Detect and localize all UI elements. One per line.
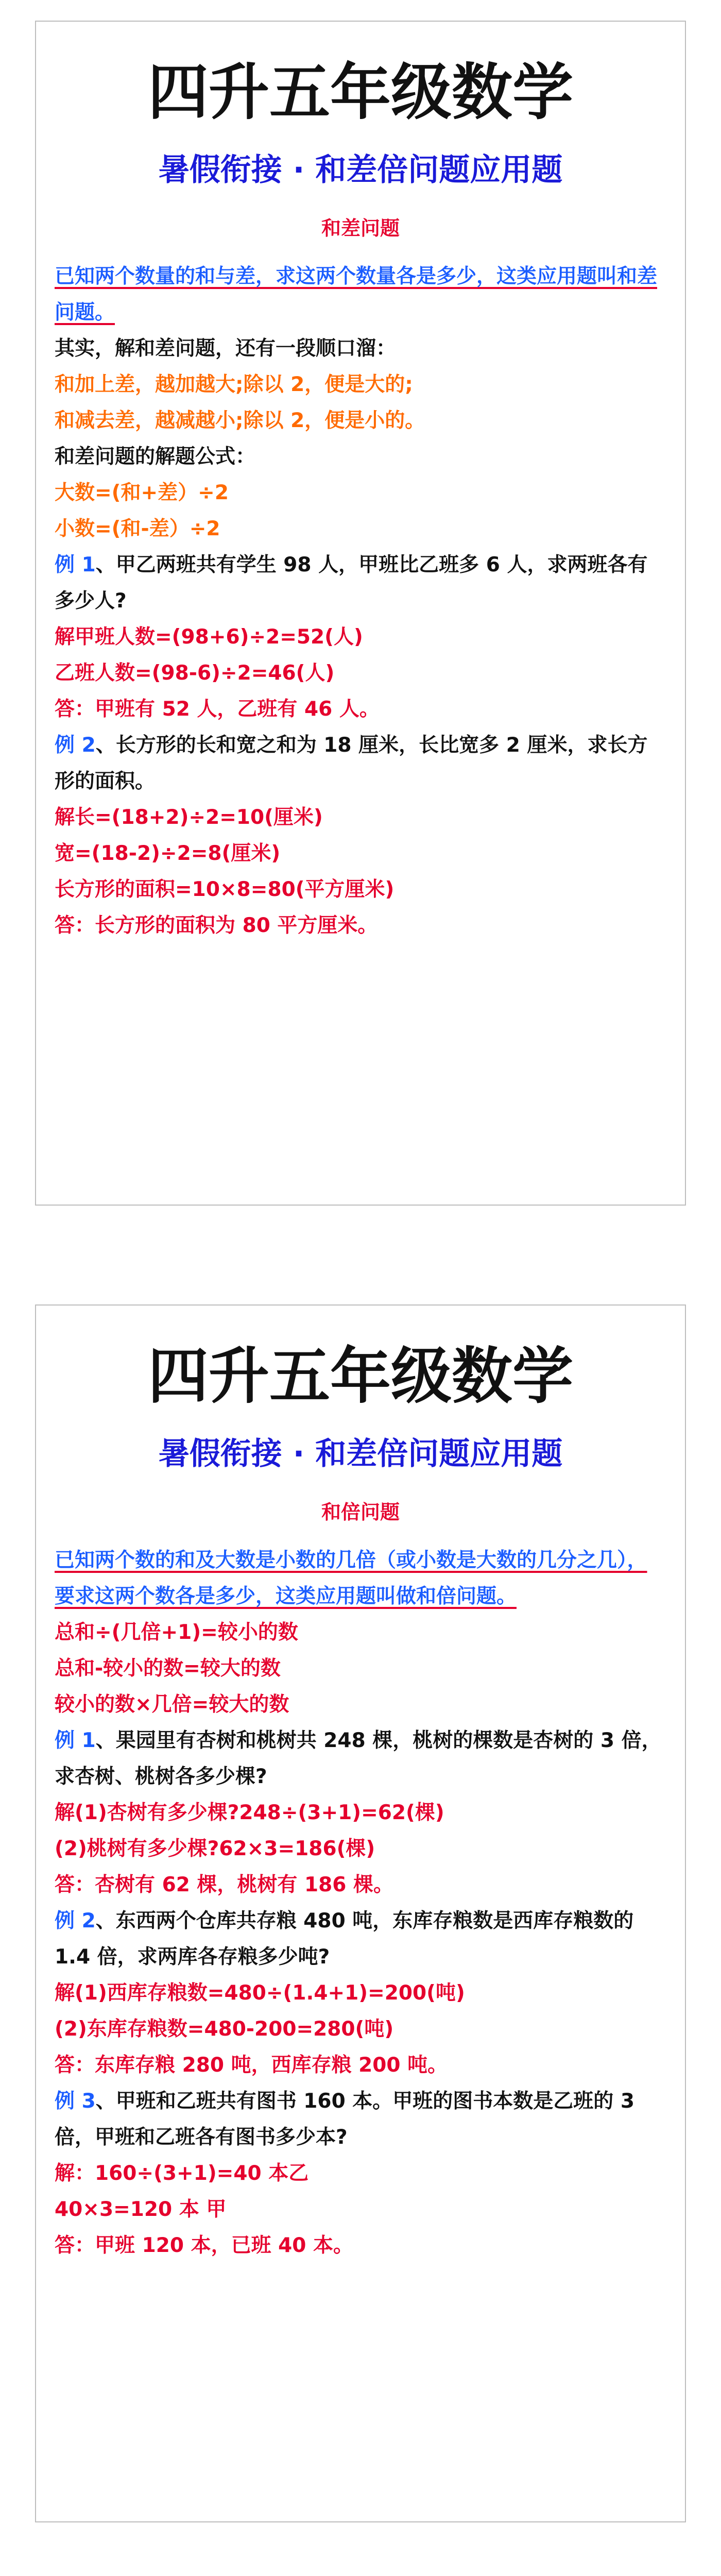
line-text: 乙班人数=(98-6)÷2=46(人) xyxy=(55,662,335,685)
text-line xyxy=(55,908,666,944)
line-text: 解(1)杏树有多少棵?248÷(3+1)=62(棵) xyxy=(55,1801,444,1824)
line-text: 宽=(18-2)÷2=8(厘米) xyxy=(55,842,281,865)
line-text: 其实，解和差问题，还有一段顺口溜： xyxy=(55,337,397,360)
line-text: 和加上差，越加越大;除以 2，便是大的; xyxy=(55,373,413,396)
card-subtitle: 暑假衔接 · 和差倍问题应用题 xyxy=(158,152,563,188)
card-content xyxy=(55,1543,666,2264)
example-question xyxy=(55,1903,666,1975)
lesson-card-sum-difference xyxy=(35,21,686,1206)
text-line xyxy=(55,1651,666,1687)
line-text: 答：长方形的面积为 80 平方厘米。 xyxy=(55,914,378,937)
text-line xyxy=(55,2228,666,2264)
card-title: 四升五年级数学 xyxy=(147,56,573,128)
card-title: 四升五年级数学 xyxy=(147,1340,573,1412)
text-line xyxy=(55,1975,666,2011)
example-question xyxy=(55,727,666,800)
line-text: 答：甲班有 52 人，乙班有 46 人。 xyxy=(55,698,380,721)
lesson-card-sum-multiple xyxy=(35,1304,686,2522)
section-title: 和差问题 xyxy=(321,217,400,240)
example-label: 例 2 xyxy=(55,734,96,757)
text-line xyxy=(55,872,666,908)
example-label: 例 1 xyxy=(55,553,96,577)
text-line xyxy=(55,2156,666,2192)
text-line xyxy=(55,2192,666,2228)
card-subtitle: 暑假衔接 · 和差倍问题应用题 xyxy=(158,1436,563,1472)
line-text: 、甲乙两班共有学生 98 人，甲班比乙班多 6 人，求两班各有多少人? xyxy=(55,553,648,613)
text-line xyxy=(55,1867,666,1903)
text-line xyxy=(55,259,666,331)
line-text: 、东西两个仓库共存粮 480 吨，东库存粮数是西库存粮数的 1.4 倍，求两库各存粮多少吨? xyxy=(55,1909,634,1969)
text-line xyxy=(55,1615,666,1651)
line-text: 和差问题的解题公式： xyxy=(55,445,256,468)
text-line xyxy=(55,1795,666,1831)
line-text: 大数=(和+差）÷2 xyxy=(55,481,229,504)
text-line xyxy=(55,800,666,836)
line-text: 已知两个数量的和与差，求这两个数量各是多少，这类应用题叫和差问题。 xyxy=(55,265,658,324)
line-text: 总和÷(几倍+1)=较小的数 xyxy=(55,1621,298,1644)
line-text: 较小的数×几倍=较大的数 xyxy=(55,1693,289,1716)
line-text: 解(1)西库存粮数=480÷(1.4+1)=200(吨) xyxy=(55,1981,465,2005)
example-label: 例 1 xyxy=(55,1729,96,1752)
line-text: 已知两个数的和及大数是小数的几倍（或小数是大数的几分之几），要求这两个数各是多少，这类应用题叫做和倍问题。 xyxy=(55,1549,647,1608)
line-text: 长方形的面积=10×8=80(平方厘米) xyxy=(55,878,394,901)
example-question xyxy=(55,2083,666,2156)
card-content xyxy=(55,259,666,944)
line-text: 和减去差，越减越小;除以 2，便是小的。 xyxy=(55,409,425,432)
text-line xyxy=(55,1543,666,1615)
text-line xyxy=(55,1831,666,1867)
line-text: 总和-较小的数=较大的数 xyxy=(55,1657,281,1680)
line-text: (2)桃树有多少棵?62×3=186(棵) xyxy=(55,1837,375,1860)
line-text: 、果园里有杏树和桃树共 248 棵，桃树的棵数是杏树的 3 倍，求杏树、桃树各多少棵? xyxy=(55,1729,662,1788)
line-text: 解长=(18+2)÷2=10(厘米) xyxy=(55,806,323,829)
text-line xyxy=(55,1687,666,1723)
text-line xyxy=(55,439,666,475)
text-line xyxy=(55,619,666,655)
example-label: 例 3 xyxy=(55,2090,96,2113)
line-text: 解甲班人数=(98+6)÷2=52(人) xyxy=(55,625,363,649)
line-text: 、长方形的长和宽之和为 18 厘米，长比宽多 2 厘米，求长方形的面积。 xyxy=(55,734,648,793)
example-question xyxy=(55,1723,666,1795)
line-text: 答：杏树有 62 棵，桃树有 186 棵。 xyxy=(55,1873,393,1896)
line-text: 答：甲班 120 本，已班 40 本。 xyxy=(55,2234,353,2257)
example-question xyxy=(55,547,666,619)
example-label: 例 2 xyxy=(55,1909,96,1933)
section-title: 和倍问题 xyxy=(321,1501,400,1523)
text-line xyxy=(55,2047,666,2083)
line-text: 解：160÷(3+1)=40 本乙 xyxy=(55,2162,309,2185)
text-line xyxy=(55,475,666,511)
text-line xyxy=(55,2011,666,2047)
text-line xyxy=(55,655,666,691)
text-line xyxy=(55,403,666,439)
text-line xyxy=(55,367,666,403)
text-line xyxy=(55,331,666,367)
text-line xyxy=(55,836,666,872)
line-text: (2)东库存粮数=480-200=280(吨) xyxy=(55,2018,394,2041)
text-line xyxy=(55,511,666,547)
line-text: 40×3=120 本 甲 xyxy=(55,2198,227,2221)
line-text: 小数=(和-差）÷2 xyxy=(55,517,220,540)
line-text: 、甲班和乙班共有图书 160 本。甲班的图书本数是乙班的 3 倍，甲班和乙班各有图书多少本? xyxy=(55,2090,634,2149)
text-line xyxy=(55,691,666,727)
line-text: 答：东库存粮 280 吨，西库存粮 200 吨。 xyxy=(55,2054,448,2077)
